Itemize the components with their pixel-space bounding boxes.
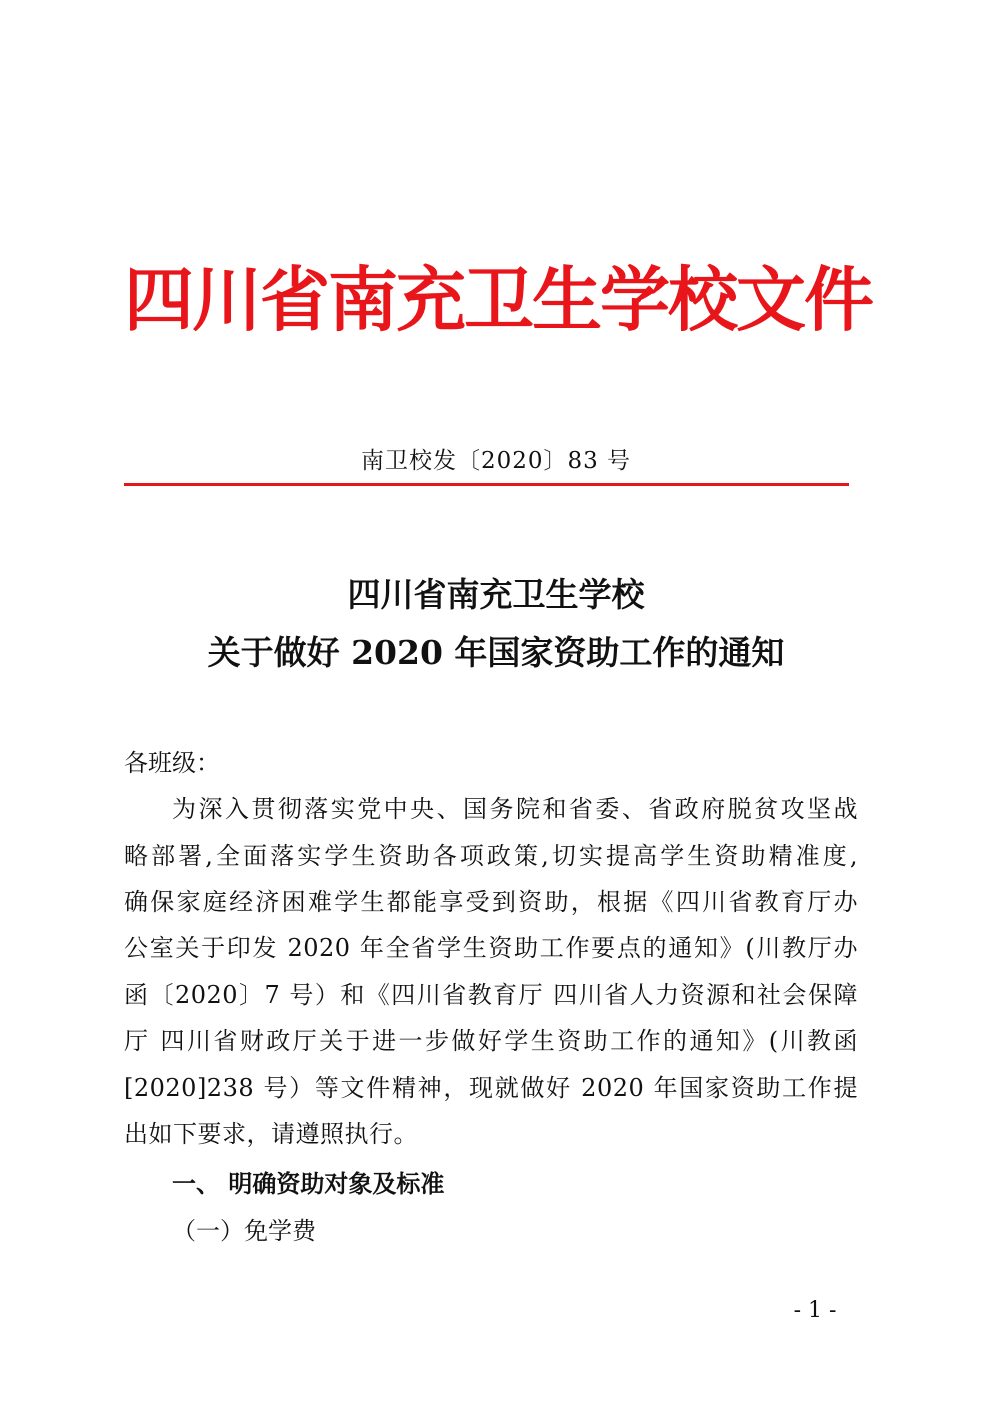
document-title-line-1: 四川省南充卫生学校: [347, 575, 645, 614]
body-line: 厅 四川省财政厅关于进一步做好学生资助工作的通知》(川教函: [124, 1027, 858, 1055]
section-heading: 一、 明确资助对象及标准: [172, 1170, 445, 1198]
body-line: 为深入贯彻落实党中央、国务院和省委、省政府脱贫攻坚战: [172, 795, 858, 823]
page-number: - 1 -: [793, 1298, 837, 1323]
document-title-line-2: 关于做好 2020 年国家资助工作的通知: [207, 633, 785, 672]
letterhead-title: 四川省南充卫生学校文件: [124, 259, 872, 341]
body-line: 出如下要求，请遵照执行。: [124, 1120, 418, 1148]
body-line: 确保家庭经济困难学生都能享受到资助，根据《四川省教育厅办: [124, 888, 858, 916]
body-line: 公室关于印发 2020 年全省学生资助工作要点的通知》(川教厅办: [124, 934, 858, 962]
red-divider: [124, 483, 849, 486]
body-line: 函〔2020〕7 号）和《四川省教育厅 四川省人力资源和社会保障: [124, 981, 858, 1009]
salutation: 各班级：: [124, 749, 220, 777]
document-number: 南卫校发〔2020〕83 号: [360, 448, 632, 474]
body-line: 略部署,全面落实学生资助各项政策,切实提高学生资助精准度,: [124, 842, 858, 870]
subsection-heading: （一）免学费: [172, 1217, 316, 1245]
body-line: [2020]238 号）等文件精神，现就做好 2020 年国家资助工作提: [124, 1074, 858, 1102]
